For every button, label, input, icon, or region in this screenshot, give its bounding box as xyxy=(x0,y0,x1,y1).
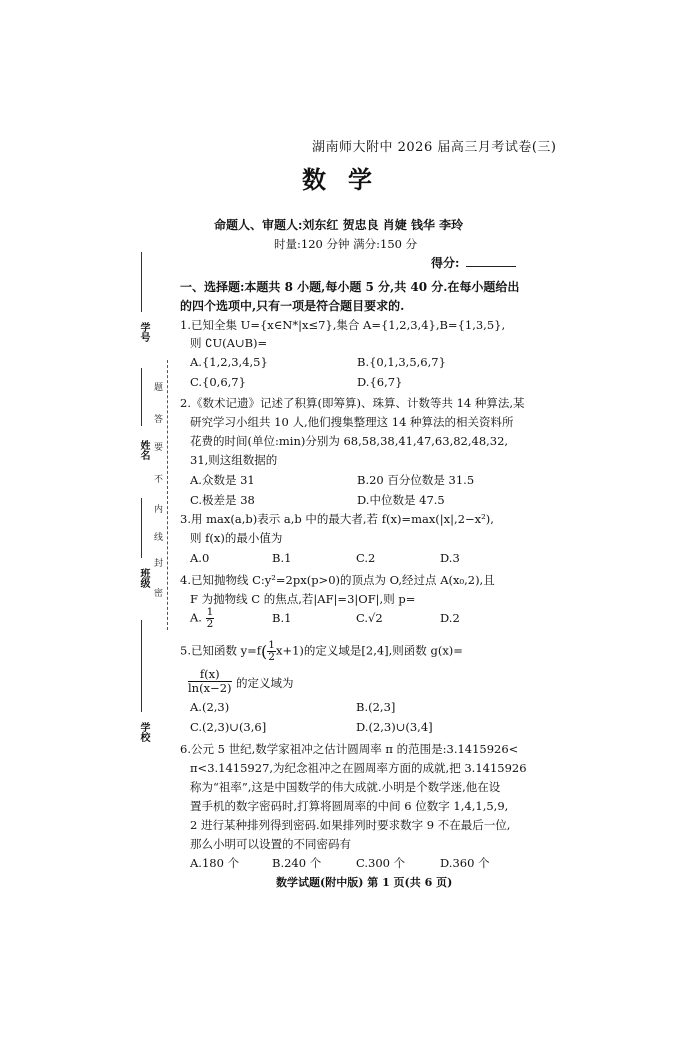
binding-char: 密 xyxy=(154,589,164,599)
q4-line1: 4.已知抛物线 C:y²=2px(p>0)的顶点为 O,经过点 A(x₀,2),且 xyxy=(180,573,495,587)
q5-line1 xyxy=(180,640,463,663)
q6-line3: 称为“祖率”,这是中国数学的伟大成就.小明是个数学迷,他在设 xyxy=(190,780,501,794)
q1-option-a: A.{1,2,3,4,5} xyxy=(190,355,268,369)
fraction-numerator: f(x) xyxy=(188,668,232,682)
q6-line1: 6.公元 5 世纪,数学家祖冲之估计圆周率 π 的范围是:3.1415926< xyxy=(180,742,519,756)
fraction-denominator: 2 xyxy=(268,651,275,663)
q1-option-b: B.{0,1,3,5,6,7} xyxy=(357,355,446,369)
binding-char: 答 xyxy=(154,415,164,425)
q2-option-a: A.众数是 31 xyxy=(190,473,255,487)
student-id-label: 学号 xyxy=(138,322,149,342)
q4-option-a-prefix: A. xyxy=(190,610,202,625)
q4-option-d: D.2 xyxy=(440,611,460,625)
binding-char: 线 xyxy=(154,533,164,543)
q1-option-c: C.{0,6,7} xyxy=(190,375,246,389)
q3-option-b: B.1 xyxy=(272,551,292,565)
fraction-numerator: 1 xyxy=(268,639,275,651)
q6-option-c: C.300 个 xyxy=(356,856,406,870)
q6-line4: 置手机的数字密码时,打算将圆周率的中间 6 位数字 1,4,1,5,9, xyxy=(190,799,509,813)
q4-line2: F 为抛物线 C 的焦点,若|AF|=3|OF|,则 p= xyxy=(190,592,416,606)
q5-option-d: D.(2,3)∪(3,4] xyxy=(356,720,433,734)
subject-title: 数学 xyxy=(302,165,394,194)
score-label: 得分: xyxy=(431,256,460,270)
q5-line2-suffix: 的定义域为 xyxy=(236,676,294,690)
q5-line1-prefix: 5.已知函数 y=f xyxy=(180,643,262,658)
class-line xyxy=(141,498,142,558)
q5-big-fraction xyxy=(188,668,232,695)
q3-option-a: A.0 xyxy=(190,551,210,565)
q5-inner-fraction xyxy=(267,640,276,663)
fraction-denominator: 2 xyxy=(206,618,214,630)
q4-option-b: B.1 xyxy=(272,611,292,625)
q1-line1: 1.已知全集 U={x∈N*|x≤7},集合 A={1,2,3,4},B={1,3,5}, xyxy=(180,318,506,332)
q1-option-d: D.{6,7} xyxy=(357,375,403,389)
binding-char: 封 xyxy=(154,559,164,569)
q3-option-d: D.3 xyxy=(440,551,460,565)
name-line xyxy=(141,368,142,426)
q5-line1-suffix: x+1)的定义域是[2,4],则函数 g(x)= xyxy=(275,643,463,658)
q6-line5: 2 进行某种排列得到密码.如果排列时要求数字 9 不在最后一位, xyxy=(190,818,511,832)
q1-line2: 则 ∁U(A∪B)= xyxy=(190,336,268,350)
q3-line2: 则 f(x)的最小值为 xyxy=(190,531,283,545)
class-label: 班级 xyxy=(138,568,149,588)
fraction-denominator: ln(x−2) xyxy=(188,681,232,695)
q6-line2: π<3.1415927,为纪念祖冲之在圆周率方面的成就,把 3.1415926 xyxy=(190,761,527,775)
authors-line: 命题人、审题人:刘东红 贺忠良 肖婕 钱华 李玲 xyxy=(214,218,464,232)
section-heading: 一、选择题:本题共 8 小题,每小题 5 分,共 40 分.在每小题给出的四个选项中,只有一项是符合题目要求的. xyxy=(180,280,520,313)
name-label: 姓名 xyxy=(138,440,149,460)
student-id-line xyxy=(141,252,142,312)
fraction-numerator: 1 xyxy=(206,606,214,618)
q3-option-c: C.2 xyxy=(356,551,376,565)
q5-option-b: B.(2,3] xyxy=(356,700,396,714)
q4-option-c: C.√2 xyxy=(356,611,383,625)
binding-line xyxy=(167,360,168,630)
q2-option-c: C.极差是 38 xyxy=(190,493,255,507)
binding-char: 内 xyxy=(154,505,164,515)
q4-option-a xyxy=(190,607,214,630)
q6-option-b: B.240 个 xyxy=(272,856,322,870)
open-paren: ( xyxy=(261,642,268,661)
q3-line1: 3.用 max(a,b)表示 a,b 中的最大者,若 f(x)=max(|x|,2−x²), xyxy=(180,512,494,526)
q2-line3: 花费的时间(单位:min)分别为 68,58,38,41,47,63,82,48,32, xyxy=(190,434,509,448)
q6-option-d: D.360 个 xyxy=(440,856,490,870)
q2-option-d: D.中位数是 47.5 xyxy=(357,493,445,507)
binding-char: 题 xyxy=(154,383,164,393)
school-line xyxy=(141,620,142,712)
q2-option-b: B.20 百分位数是 31.5 xyxy=(357,473,475,487)
q6-option-a: A.180 个 xyxy=(190,856,240,870)
q4-option-a-fraction xyxy=(206,607,215,630)
q2-line2: 研究学习小组共 10 人,他们搜集整理这 14 种算法的相关资料所 xyxy=(190,415,514,429)
q5-option-a: A.(2,3) xyxy=(190,700,230,714)
score-blank xyxy=(466,266,516,267)
school-label: 学校 xyxy=(138,722,149,742)
binding-char: 要 xyxy=(154,443,164,453)
q6-line6: 那么小明可以设置的不同密码有 xyxy=(190,837,351,851)
binding-char: 不 xyxy=(154,475,164,485)
q5-option-c: C.(2,3)∪(3,6] xyxy=(190,720,267,734)
time-info: 时量:120 分钟 满分:150 分 xyxy=(274,237,418,251)
q2-line4: 31,则这组数据的 xyxy=(190,453,278,467)
q2-line1: 2.《数术记遗》记述了积算(即筹算)、珠算、计数等共 14 种算法,某 xyxy=(180,396,525,410)
page-footer: 数学试题(附中版) 第 1 页(共 6 页) xyxy=(276,876,453,889)
school-title: 湖南师大附中 2026 届高三月考试卷(三) xyxy=(312,140,557,155)
